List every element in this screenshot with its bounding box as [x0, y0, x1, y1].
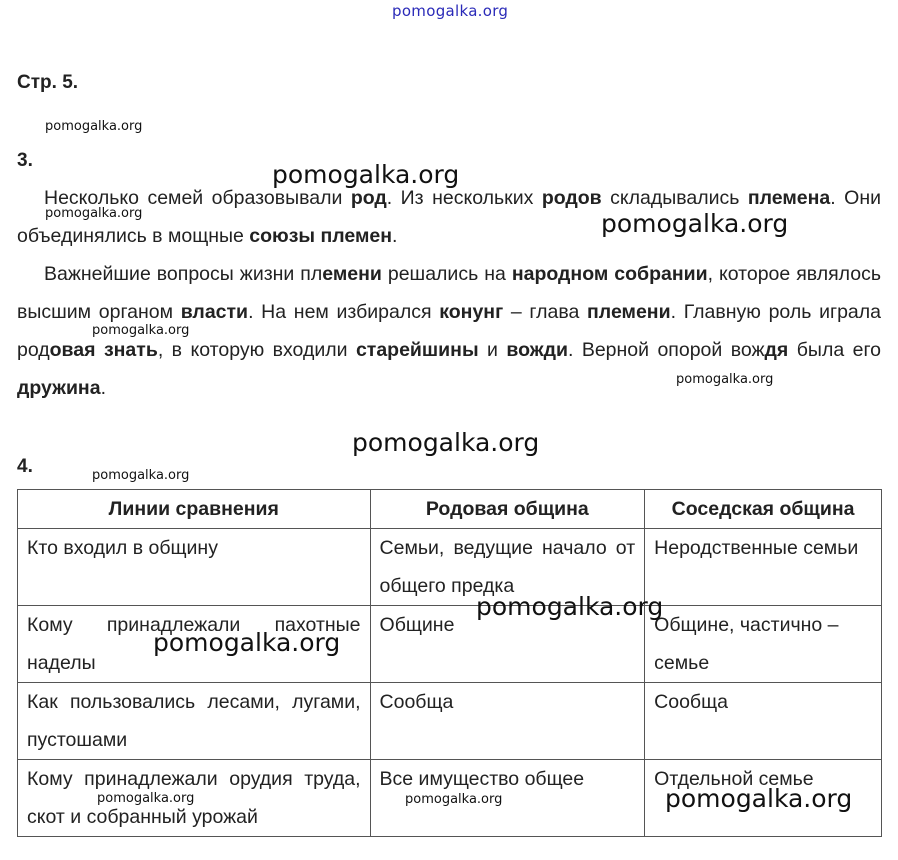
- watermark: pomogalka.org: [676, 372, 774, 387]
- table-cell: Все имущество общее: [370, 760, 645, 837]
- watermark: pomogalka.org: [97, 791, 195, 806]
- text-run: . На нем избирался: [248, 301, 440, 323]
- text-run: складывались: [601, 187, 748, 209]
- text-run: , которое являлось высшим органом: [17, 263, 882, 323]
- bold-term: вожди: [506, 339, 568, 361]
- text-run: Несколько семей образовывали: [44, 187, 351, 209]
- bold-term: конунг: [439, 301, 504, 323]
- text-run: . Они объединялись в мощные: [17, 187, 881, 247]
- watermark: pomogalka.org: [665, 784, 853, 813]
- bold-term: народном собрании: [511, 263, 708, 285]
- table-cell: Неродственные семьи: [645, 529, 882, 606]
- table-cell: Кто входил в общину: [18, 529, 371, 606]
- watermark-top: pomogalka.org: [392, 2, 509, 20]
- table-cell: Как пользовались лесами, лугами, пустошами: [18, 683, 371, 760]
- bold-term: род: [350, 187, 387, 209]
- watermark: pomogalka.org: [45, 119, 143, 134]
- bold-term: родов: [541, 187, 602, 209]
- text-run: . Верной опорой вож: [567, 339, 765, 361]
- bold-term: племени: [587, 301, 671, 323]
- watermark: pomogalka.org: [153, 628, 341, 657]
- text-run: была его: [788, 339, 881, 361]
- table-cell: Кому принадлежали пахотные наделы: [18, 606, 371, 683]
- bold-term: племена: [747, 187, 831, 209]
- table-row: [18, 683, 882, 760]
- bold-term: овая знать: [49, 339, 158, 361]
- text-run: . Из нескольких: [386, 187, 542, 209]
- bold-term: старейшины: [355, 339, 479, 361]
- section-3-number: 3.: [17, 150, 33, 171]
- watermark: pomogalka.org: [45, 206, 143, 221]
- text-run: , в которую входили: [157, 339, 356, 361]
- table-row: [18, 529, 882, 606]
- bold-term: емени: [322, 263, 382, 285]
- page-label: Стр. 5.: [17, 72, 79, 93]
- table-cell: Сообща: [645, 683, 882, 760]
- table-cell: Кому принадлежали орудия труда, скот и собранный урожай: [18, 760, 371, 837]
- table-cell: Общине, частично – семье: [645, 606, 882, 683]
- table-row: [18, 606, 882, 683]
- watermark: pomogalka.org: [92, 468, 190, 483]
- watermark: pomogalka.org: [352, 428, 540, 457]
- watermark: pomogalka.org: [476, 592, 664, 621]
- table-cell: Семьи, ведущие начало от общего предка: [370, 529, 645, 606]
- table-header-row: [18, 490, 882, 529]
- text-run: .: [100, 377, 106, 399]
- table-header-cell: Линии сравнения: [18, 490, 371, 529]
- bold-term: дружина: [17, 377, 101, 399]
- watermark: pomogalka.org: [272, 160, 460, 189]
- text-run: и: [478, 339, 507, 361]
- table-header-cell: Родовая община: [370, 490, 645, 529]
- watermark: pomogalka.org: [92, 323, 190, 338]
- section-4-number: 4.: [17, 456, 33, 477]
- table-header-cell: Соседская община: [645, 490, 882, 529]
- table-cell: Общине: [370, 606, 645, 683]
- bold-term: союзы племен: [249, 225, 393, 247]
- text-run: Важнейшие вопросы жизни пл: [44, 263, 323, 285]
- text-run: .: [392, 225, 398, 247]
- table-cell: Сообща: [370, 683, 645, 760]
- text-run: – глава: [503, 301, 588, 323]
- text-run: . Главную роль играла род: [17, 301, 881, 361]
- table-cell: Отдельной семье: [645, 760, 882, 837]
- bold-term: власти: [180, 301, 249, 323]
- watermark: pomogalka.org: [601, 209, 789, 238]
- bold-term: дя: [764, 339, 789, 361]
- watermark: pomogalka.org: [405, 792, 503, 807]
- text-run: решались на: [381, 263, 512, 285]
